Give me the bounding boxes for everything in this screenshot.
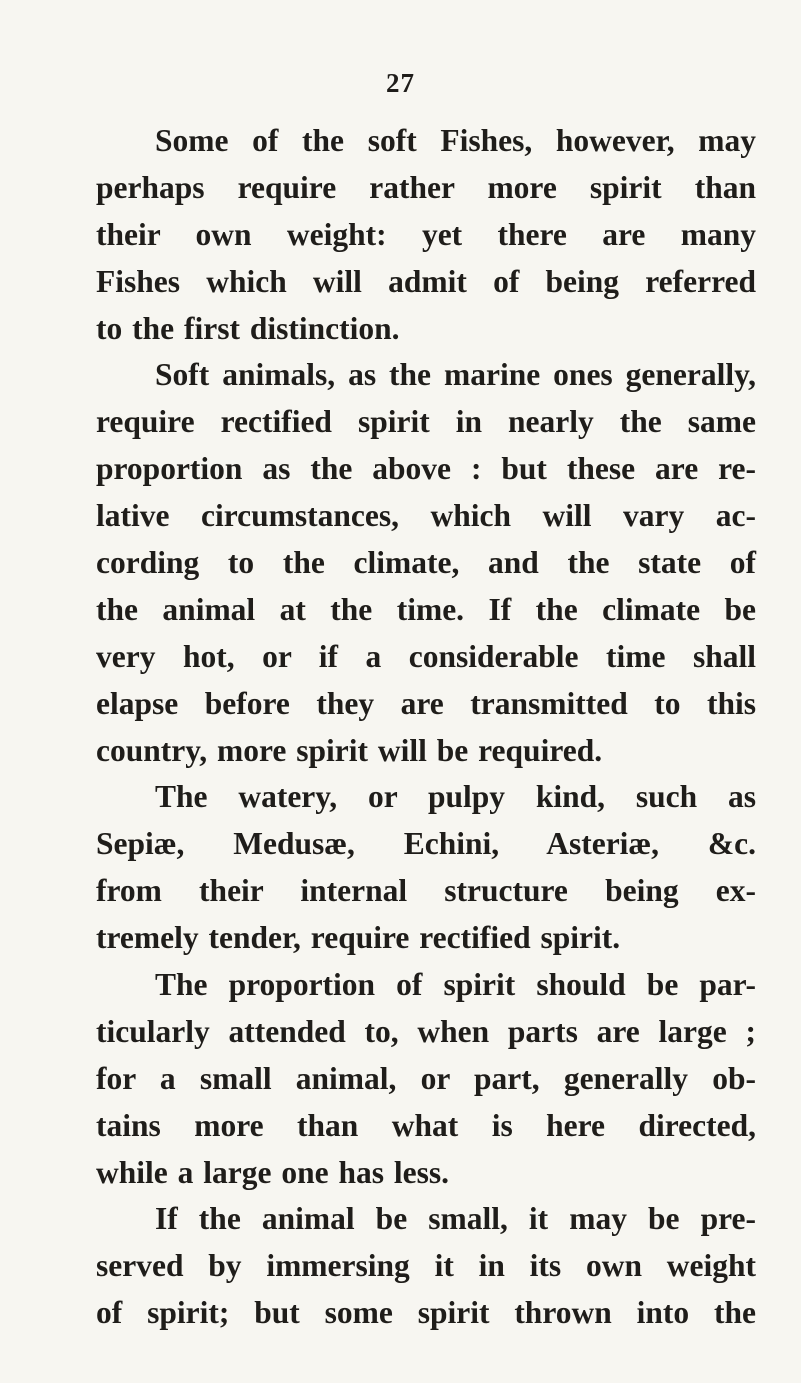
- text-line: for a small animal, or part, generally ob-: [96, 1060, 756, 1096]
- text-line: Some of the soft Fishes, however, may: [155, 123, 756, 158]
- text-line: elapse before they are transmitted to this: [96, 685, 756, 721]
- text-line: tains more than what is here directed,: [96, 1107, 756, 1143]
- text-line: Fishes which will admit of being referred: [96, 263, 756, 299]
- text-line: very hot, or if a considerable time shall: [96, 638, 756, 674]
- text-line: perhaps require rather more spirit than: [96, 169, 756, 205]
- text-line: ticularly attended to, when parts are large ;: [96, 1013, 756, 1049]
- text-line: served by immersing it in its own weight: [96, 1248, 756, 1284]
- text-line: cording to the climate, and the state of: [96, 545, 756, 581]
- text-line: from their internal structure being ex-: [96, 873, 756, 909]
- text-line: to the first distinction.: [96, 310, 400, 346]
- text-line: The watery, or pulpy kind, such as: [155, 779, 756, 815]
- body-text: [96, 118, 756, 1337]
- text-line: while a large one has less.: [96, 1154, 449, 1190]
- text-line: the animal at the time. If the climate be: [96, 591, 756, 627]
- text-line: Soft animals, as the marine ones generally,: [155, 357, 756, 393]
- text-line: The proportion of spirit should be par-: [155, 967, 756, 1003]
- text-line: proportion as the above : but these are re-: [96, 451, 756, 487]
- text-line: If the animal be small, it may be pre-: [155, 1201, 756, 1237]
- text-line: require rectified spirit in nearly the same: [96, 404, 756, 440]
- text-line: Sepiæ, Medusæ, Echini, Asteriæ, &c.: [96, 826, 756, 862]
- text-line: lative circumstances, which will vary ac-: [96, 498, 756, 534]
- text-line: of spirit; but some spirit thrown into the: [96, 1295, 756, 1331]
- text-line: their own weight: yet there are many: [96, 216, 756, 252]
- page-number: 27: [386, 68, 415, 98]
- text-line: tremely tender, require rectified spirit.: [96, 920, 621, 956]
- text-line: country, more spirit will be required.: [96, 732, 603, 768]
